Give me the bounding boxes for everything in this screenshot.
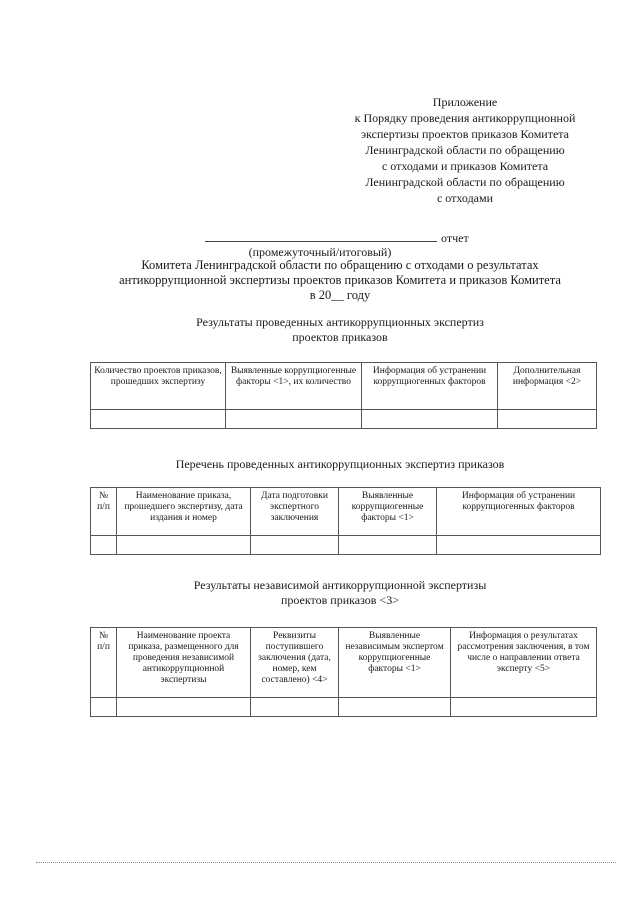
report-title-line: антикоррупционной экспертизы проектов приказов Комитета и приказов Комитета: [119, 273, 561, 287]
appendix-line: с отходами: [436, 191, 494, 205]
header-cell: № п/п: [91, 488, 117, 536]
table-header-row: [91, 363, 597, 410]
header-cell: № п/п: [91, 628, 117, 698]
table-row: [91, 698, 597, 717]
table-cell: [339, 698, 451, 717]
table-cell: [91, 698, 117, 717]
table-header-row: [91, 628, 597, 698]
appendix-line: экспертизы проектов приказов Комитета: [360, 127, 570, 141]
appendix-line: к Порядку проведения антикоррупционной: [354, 111, 576, 125]
report-word: отчет: [441, 231, 469, 245]
header-cell: Реквизиты поступившего заключения (дата, номер, кем составлено) <4>: [251, 628, 339, 698]
header-cell: Выявленные коррупциогенные факторы <1>: [339, 488, 437, 536]
bottom-scan-line: [36, 862, 616, 863]
section1-table: [90, 362, 597, 429]
section2-title-line: Перечень проведенных антикоррупционных экспертиз приказов: [175, 457, 505, 471]
table-row: [91, 536, 601, 555]
table-cell: [339, 536, 437, 555]
header-cell: Выявленные коррупциогенные факторы <1>, их количество: [226, 363, 362, 410]
table-cell: [226, 410, 362, 429]
header-cell: Дополнительная информация <2>: [498, 363, 597, 410]
header-cell: Дата подготовки экспертного заключения: [251, 488, 339, 536]
header-cell: Наименование приказа, прошедшего экспертизу, дата издания и номер: [117, 488, 251, 536]
report-title: [40, 258, 640, 303]
table-cell: [362, 410, 498, 429]
section3-title-line: проектов приказов <3>: [280, 593, 399, 607]
table-cell: [451, 698, 597, 717]
header-cell: Информация об устранении коррупциогенных факторов: [362, 363, 498, 410]
header-cell: Выявленные независимым экспертом коррупциогенные факторы <1>: [339, 628, 451, 698]
table-cell: [251, 536, 339, 555]
appendix-header: [310, 94, 620, 206]
appendix-line: Приложение: [432, 95, 498, 109]
section1-title-line: Результаты проведенных антикоррупционных экспертиз: [196, 315, 484, 329]
section2-title: [0, 457, 640, 472]
report-title-line: Комитета Ленинградской области по обращению с отходами о результатах: [141, 258, 539, 272]
table-cell: [498, 410, 597, 429]
header-cell: Информация об устранении коррупциогенных факторов: [437, 488, 601, 536]
section3-title: [0, 578, 640, 608]
header-cell: Количество проектов приказов, прошедших экспертизу: [91, 363, 226, 410]
section1-title-line: проектов приказов: [292, 330, 388, 344]
table-cell: [117, 536, 251, 555]
table-cell: [91, 410, 226, 429]
report-type-blank: [205, 230, 437, 242]
table-cell: [91, 536, 117, 555]
section1-title: [0, 315, 640, 345]
appendix-line: Ленинградской области по обращению: [365, 143, 565, 157]
report-subtitle: (промежуточный/итоговый): [248, 245, 392, 259]
table-cell: [437, 536, 601, 555]
table-cell: [251, 698, 339, 717]
section2-table: [90, 487, 601, 555]
table-cell: [117, 698, 251, 717]
table-header-row: [91, 488, 601, 536]
section3-table: [90, 627, 597, 717]
appendix-line: с отходами и приказов Комитета: [381, 159, 549, 173]
table-row: [91, 410, 597, 429]
report-title-line: в 20__ году: [309, 288, 371, 302]
header-cell: Наименование проекта приказа, размещенного для проведения независимой антикоррупционной экспертизы: [117, 628, 251, 698]
section3-title-line: Результаты независимой антикоррупционной экспертизы: [193, 578, 487, 592]
header-cell: Информация о результатах рассмотрения заключения, в том числе о направлении ответа эксперту <5>: [451, 628, 597, 698]
appendix-line: Ленинградской области по обращению: [365, 175, 565, 189]
